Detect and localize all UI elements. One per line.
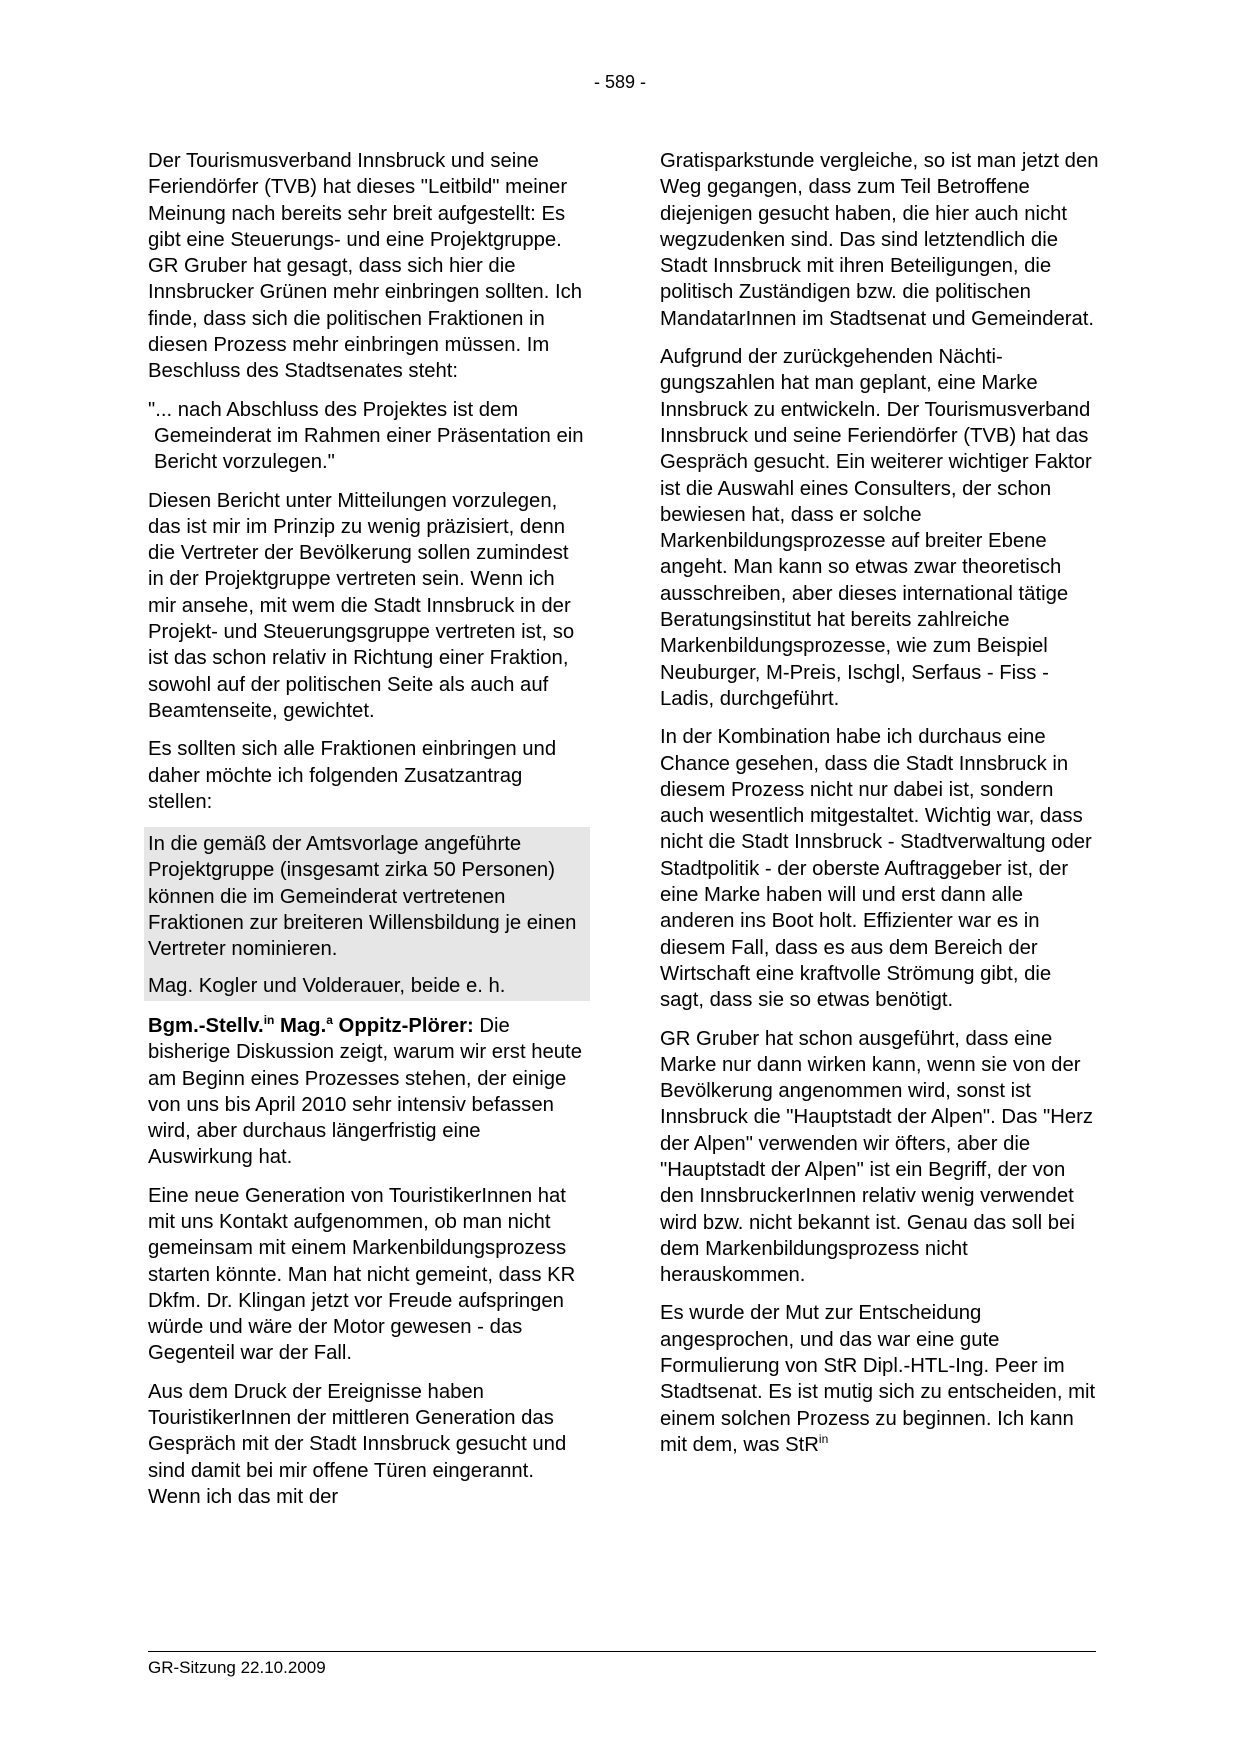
paragraph: GR Gruber hat schon ausgeführt, dass eine Marke nur dann wirken kann, wenn sie von der Bevölkerung angenommen wird, sonst ist Innsbruck die "Hauptstadt der Alpen". Das "Herz der Alpen" verwenden wir öfters, aber die "Hauptstadt der Alpen" ist ein Begriff, der von den InnsbruckerInnen relativ wenig verwendet wird bzw. nicht bekannt ist. Genau das soll bei dem Markenbildungsprozess nicht herauskommen. bbox=[660, 1027, 1094, 1287]
paragraph: Der Tourismusverband Innsbruck und seine Feriendörfer (TVB) hat dieses "Leitbild" meiner Meinung nach bereits sehr breit aufgestellt: Es gibt eine Steuerungs- und eine Projektgruppe. GR Gruber hat gesagt, dass sich hier die Innsbrucker Grünen mehr einbringen sollten. Ich finde, dass sich die politischen Fraktionen in diesen Prozess mehr einbringen müssen. Im Beschluss des Stadtsenates steht: bbox=[148, 150, 583, 383]
paragraph: Aus dem Druck der Ereignisse haben TouristikerInnen der mittleren Generation das Gespräch mit der Stadt Innsbruck gesucht und sind damit bei mir offene Türen eingerannt. Wenn ich das mit der bbox=[148, 1380, 567, 1508]
paragraph: Aufgrund der zurückgehenden Nächtigungszahlen hat man geplant, eine Marke Innsbruck zu entwickeln. Der Tourismusverband Innsbruck und seine Feriendörfer (TVB) hat das Gespräch gesucht. Ein weiterer wichtiger Faktor ist die Auswahl eines Consulters, der schon bewiesen hat, dass er solche Markenbildungsprozesse auf breiter Ebene angeht. Man kann so etwas zwar theoretisch ausschreiben, aber dieses international tätige Beratungsinstitut hat bereits zahlreiche Markenbildungsprozesse, wie zum Beispiel Neuburger, M-Preis, Ischgl, Serfaus - Fiss - Ladis, durchgeführt. bbox=[660, 346, 1092, 710]
page-number: - 589 - bbox=[593, 72, 647, 92]
quotation-continuation: Gemeinderat im Rahmen einer Präsentation ein Bericht vorzulegen." bbox=[154, 424, 584, 474]
paragraph: Es wurde der Mut zur Entscheidung angesprochen, und das war eine gute Formulierung von StR Dipl.-HTL-Ing. Peer im Stadtsenat. Es ist mutig sich zu entscheiden, mit einem solchen Prozess zu beginnen. Ich kann mit dem, was StR$^{in}$ bbox=[660, 1302, 1096, 1456]
paragraph: Es sollten sich alle Fraktionen einbringen und daher möchte ich folgenden Zusatzantrag stellen: bbox=[148, 738, 557, 813]
quotation bbox=[148, 397, 588, 476]
paragraph: Gratisparkstunde vergleiche, so ist man jetzt den Weg gegangen, dass zum Teil Betroffene diejenigen gesucht haben, die hier auch nicht wegzudenken sind. Das sind letztendlich die Stadt Innsbruck mit ihren Beteiligungen, die politisch Zuständigen bzw. die politischen MandatarInnen im Stadtsenat und Gemeinderat. bbox=[660, 150, 1099, 330]
motion-box bbox=[144, 827, 590, 1001]
paragraph: Diesen Bericht unter Mitteilungen vorzulegen, das ist mir im Prinzip zu wenig präzisiert, denn die Vertreter der Bevölkerung sollen zumindest in der Projektgruppe vertreten sein. Wenn ich mir ansehe, mit wem die Stadt Innsbruck in der Projekt- und Steuerungsgruppe vertreten ist, so ist das schon relativ in Richtung einer Fraktion, sowohl auf der politischen Seite als auch auf Beamtenseite, gewichtet. bbox=[148, 489, 575, 722]
speaker-paragraph bbox=[148, 1013, 588, 1171]
motion-text: In die gemäß der Amtsvorlage angeführte Projektgruppe (insgesamt zirka 50 Personen) können die im Gemeinderat vertretenen Fraktionen zur breiteren Willensbildung je einen Vertreter nominieren. bbox=[148, 833, 577, 961]
footer-session-date: GR-Sitzung 22.10.2009 bbox=[148, 1658, 326, 1677]
right-column bbox=[660, 148, 1100, 1470]
left-column bbox=[148, 148, 588, 1522]
speaker-text: Die bisherige Diskussion zeigt, warum wir erst heute am Beginn eines Prozesses stehen, der einige von uns bis April 2010 sehr intensiv befassen wird, aber durchaus längerfristig eine Auswirkung hat. bbox=[148, 1014, 582, 1169]
paragraph: In der Kombination habe ich durchaus eine Chance gesehen, dass die Stadt Innsbruck in diesem Prozess nicht nur dabei ist, sondern auch wesentlich mitgestaltet. Wichtig war, dass nicht die Stadt Innsbruck - Stadtverwaltung oder Stadtpolitik - der oberste Auftraggeber ist, der eine Marke haben will und erst dann alle anderen ins Boot holt. Effizienter war es in diesem Fall, dass es aus dem Bereich der Wirtschaft eine kraftvolle Strömung gibt, die sagt, dass sie so etwas benötigt. bbox=[660, 726, 1092, 1012]
footer-divider bbox=[148, 1651, 1096, 1652]
speaker-name: Bgm.-Stellv.$^{in}$ Mag.$^a$ Oppitz-Plörer: bbox=[148, 1012, 474, 1037]
paragraph: Eine neue Generation von TouristikerInnen hat mit uns Kontakt aufgenommen, ob man nicht gemeinsam mit einem Markenbildungsprozess starten könnte. Man hat nicht gemeint, dass KR Dkfm. Dr. Klingan jetzt vor Freude aufspringen würde und wäre der Motor gewesen - das Gegenteil war der Fall. bbox=[148, 1184, 576, 1365]
motion-signers: Mag. Kogler und Volderauer, beide e. h. bbox=[148, 974, 506, 997]
quotation-first-line: "... nach Abschluss des Projektes ist dem bbox=[148, 398, 519, 421]
